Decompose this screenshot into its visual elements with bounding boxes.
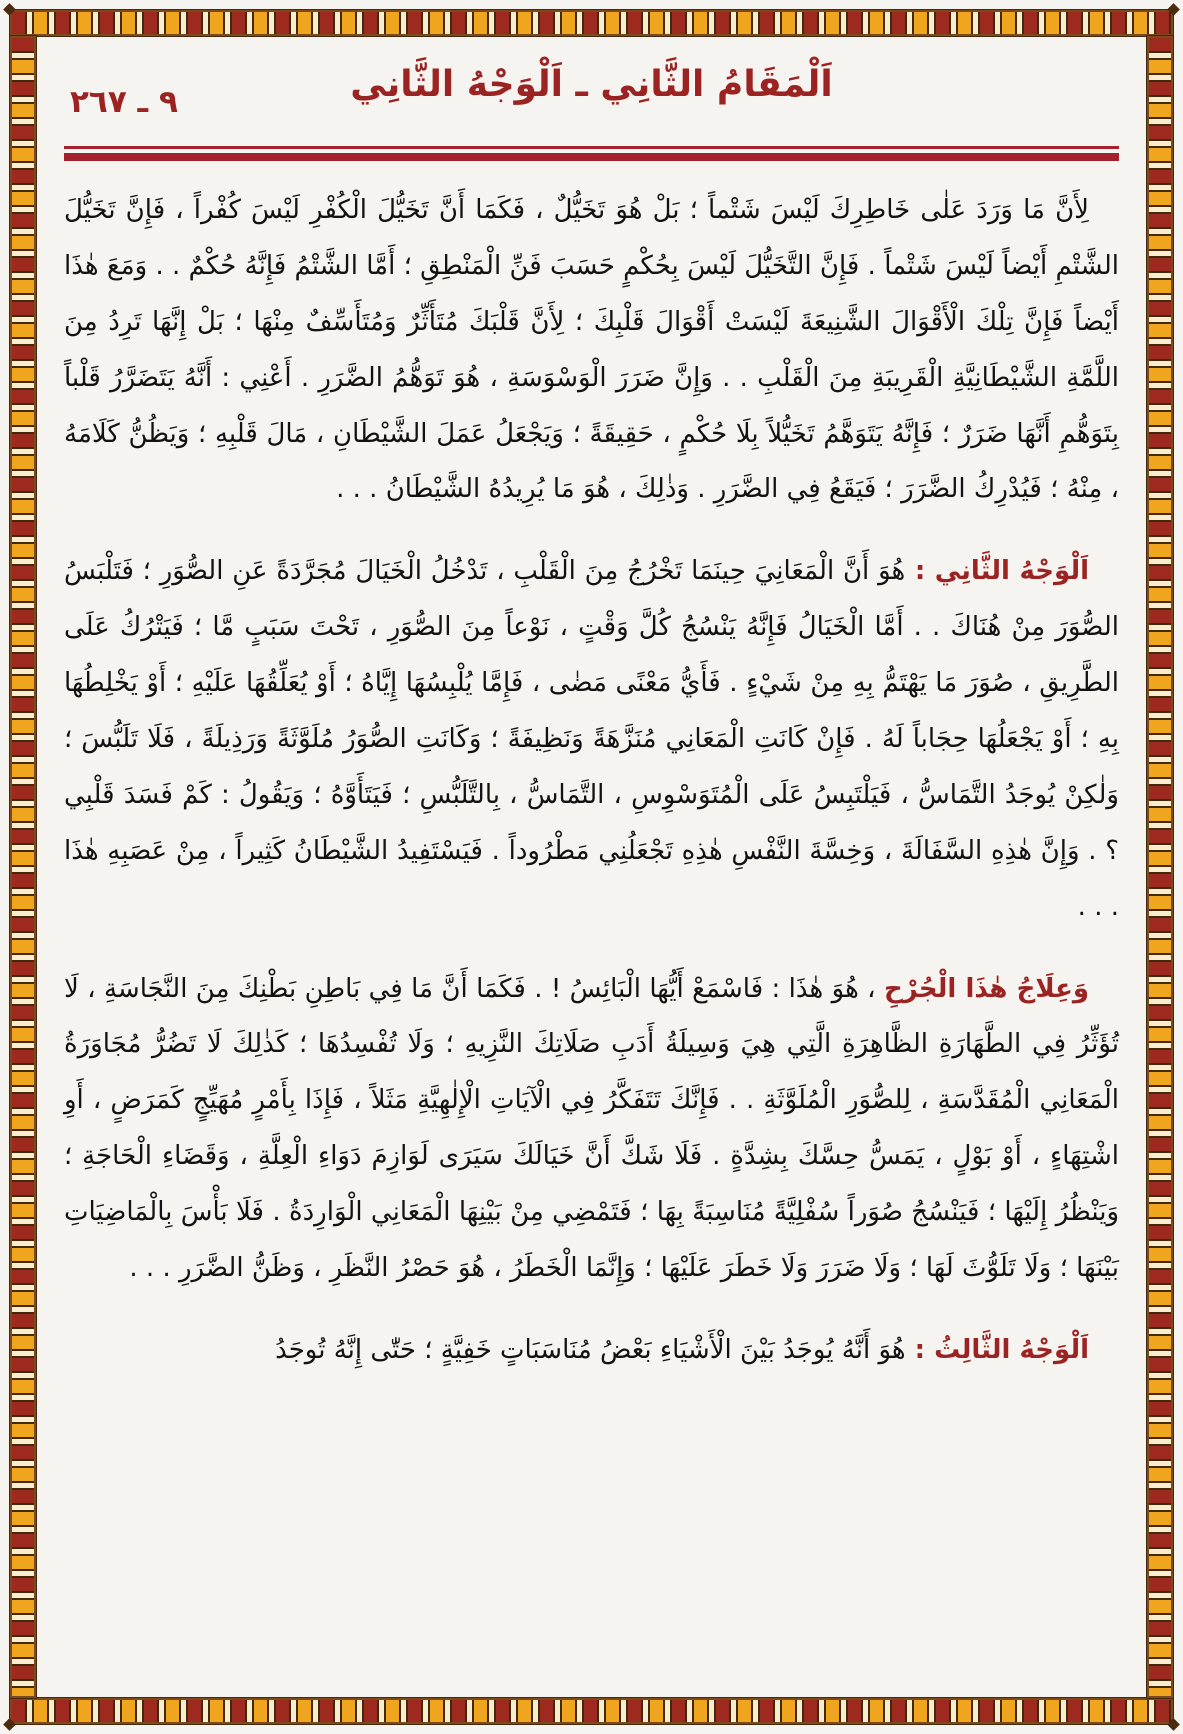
ornamental-border-top <box>10 10 1173 36</box>
paragraph <box>64 1323 1119 1379</box>
paragraph-text: ، هُوَ هٰذَا : فَاسْمَعْ أَيُّهَا الْبَائِسُ ! . فَكَمَا أَنَّ مَا فِي بَاطِنِ بَطْنِكَ مِنَ النَّجَاسَةِ ، لَا تُؤَثِّرُ فِي الطَّهَارَةِ الظَّاهِرَةِ الَّتِي هِيَ وَسِيلَةُ أَدَبِ صَلَاتِكَ النَّزِيهِ ؛ وَلَا تُفْسِدُهَا ؛ كَذٰلِكَ لَا تَضُرُّ مُجَاوَرَةُ الْمَعَانِي الْمُقَدَّسَةِ ، لِلصُّوَرِ الْمُلَوَّثَةِ . . فَإِنَّكَ تَتَفَكَّرُ فِي الْآيَاتِ الْإِلٰهِيَّةِ مَثَلاً ، فَإِذَا بِأَمْرٍ مُهَيِّجٍ كَمَرَضٍ ، أَوِ اشْتِهَاءٍ ، أَوْ بَوْلٍ ، يَمَسُّ حِسَّكَ بِشِدَّةٍ . فَلَا شَكَّ أَنَّ خَيَالَكَ سَيَرَى لَوَازِمَ دَوَاءِ الْعِلَّةِ ، وَقَضَاءِ الْحَاجَةِ ؛ وَيَنْظُرُ إِلَيْهَا ؛ فَيَنْسُجُ صُوَراً سُفْلِيَّةً مُنَاسِبَةً بِهَا ؛ فَتَمْضِي مِنْ بَيْنِهَا الْمَعَانِي الْوَارِدَةُ . فَلَا بَأْسَ بِالْمَاضِيَاتِ بَيْنَهَا ؛ وَلَا تَلَوُّثَ لَهَا ؛ وَلَا ضَرَرَ وَلَا خَطَرَ عَلَيْهَا ؛ وَإِنَّمَا الْخَطَرُ ، هُوَ حَصْرُ النَّظَرِ ، وَظَنُّ الضَّرَرِ . . . <box>64 973 1119 1284</box>
section-heading-third-aspect: اَلْوَجْهُ الثَّالِثُ : <box>905 1334 1089 1365</box>
body-text <box>64 183 1119 1379</box>
paragraph <box>64 962 1119 1297</box>
paragraph <box>64 544 1119 935</box>
ornamental-border-left <box>10 36 36 1698</box>
paragraph <box>64 183 1119 518</box>
paragraph-text: لِأَنَّ مَا وَرَدَ عَلٰى خَاطِرِكَ لَيْسَ شَتْماً ؛ بَلْ هُوَ تَخَيُّلٌ ، فَكَمَا أَنَّ تَخَيُّلَ الْكُفْرِ لَيْسَ كُفْراً ، فَإِنَّ تَخَيُّلَ الشَّتْمِ أَيْضاً لَيْسَ شَتْماً . فَإِنَّ التَّخَيُّلَ لَيْسَ بِحُكْمٍ حَسَبَ فَنِّ الْمَنْطِقِ ؛ أَمَّا الشَّتْمُ فَإِنَّهُ حُكْمٌ . . وَمَعَ هٰذَا أَيْضاً فَإِنَّ تِلْكَ الْأَقْوَالَ الشَّنِيعَةَ لَيْسَتْ أَقْوَالَ قَلْبِكَ ؛ لِأَنَّ قَلْبَكَ مُتَأَثِّرٌ وَمُتَأَسِّفٌ مِنْهَا ؛ بَلْ إِنَّهَا تَرِدُ مِنَ اللَّمَّةِ الشَّيْطَانِيَّةِ الْقَرِيبَةِ مِنَ الْقَلْبِ . . وَإِنَّ ضَرَرَ الْوَسْوَسَةِ ، هُوَ تَوَهُّمُ الضَّرَرِ . أَعْنِي : أَنَّهُ يَتَضَرَّرُ قَلْباً بِتَوَهُّمِ أَنَّهَا ضَرَرٌ ؛ فَإِنَّهُ يَتَوَهَّمُ تَخَيُّلاً بِلَا حُكْمٍ ، حَقِيقَةً ؛ وَيَجْعَلُ عَمَلَ الشَّيْطَانِ ، مَالَ قَلْبِهِ ؛ وَيَظُنُّ كَلَامَهُ ، مِنْهُ ؛ فَيُدْرِكُ الضَّرَرَ ؛ فَيَقَعُ فِي الضَّرَرِ . وَذٰلِكَ ، هُوَ مَا يُرِيدُهُ الشَّيْطَانُ . . . <box>64 195 1119 505</box>
header-rule-thick <box>64 153 1119 161</box>
page-title: اَلْمَقَامُ الثَّانِي ـ اَلْوَجْهُ الثَّانِي <box>350 64 833 105</box>
page-header <box>64 58 1119 146</box>
ornamental-border-bottom <box>10 1698 1173 1724</box>
ornamental-border-right <box>1147 36 1173 1698</box>
paragraph-text: هُوَ أَنَّهُ يُوجَدُ بَيْنَ الْأَشْيَاءِ بَعْضُ مُنَاسَبَاتٍ خَفِيَّةٍ ؛ حَتّٰى إِنَّهُ تُوجَدُ <box>275 1334 906 1365</box>
header-rule-thin <box>64 146 1119 149</box>
paragraph-text: هُوَ أَنَّ الْمَعَانِيَ حِينَمَا تَخْرُجُ مِنَ الْقَلْبِ ، تَدْخُلُ الْخَيَالَ مُجَرَّدَةً عَنِ الصُّوَرِ ؛ فَتَلْبَسُ الصُّوَرَ مِنْ هُنَاكَ . . أَمَّا الْخَيَالُ فَإِنَّهُ يَنْسُجُ كُلَّ وَقْتٍ ، نَوْعاً مِنَ الصُّوَرِ ، تَحْتَ سَبَبٍ مَّا ؛ فَيَتْرُكُ عَلَى الطَّرِيقِ ، صُوَرَ مَا يَهْتَمُّ بِهِ مِنْ شَيْءٍ . فَأَيُّ مَعْنًى مَضٰى ، فَإِمَّا يُلْبِسُهَا إِيَّاهُ ؛ أَوْ يُعَلِّقُهَا عَلَيْهِ ؛ أَوْ يَخْلِطُهَا بِهِ ؛ أَوْ يَجْعَلُهَا حِجَاباً لَهُ . فَإِنْ كَانَتِ الْمَعَانِي مُنَزَّهَةً وَنَظِيفَةً ؛ وَكَانَتِ الصُّوَرُ مُلَوَّثَةً وَرَذِيلَةً ، فَلَا تَلَبُّسَ ؛ وَلٰكِنْ يُوجَدُ التَّمَاسُّ ، فَيَلْتَبِسُ عَلَى الْمُتَوَسْوِسِ ، التَّمَاسُّ ، بِالتَّلَبُّسِ ؛ فَيَتَأَوَّهُ ؛ وَيَقُولُ : كَمْ فَسَدَ قَلْبِي ؟ . وَإِنَّ هٰذِهِ السَّفَالَةَ ، وَخِسَّةَ النَّفْسِ هٰذِهِ تَجْعَلُنِي مَطْرُوداً . فَيَسْتَفِيدُ الشَّيْطَانُ كَثِيراً ، مِنْ عَصَبِهِ هٰذَا . . . <box>64 556 1119 922</box>
page-number: ٩ ـ ٢٦٧ <box>70 84 178 120</box>
page-content <box>64 58 1119 1690</box>
section-heading-remedy: وَعِلَاجُ هٰذَا الْجُرْحِ <box>883 973 1089 1004</box>
section-heading-second-aspect: اَلْوَجْهُ الثَّانِي : <box>905 556 1089 587</box>
